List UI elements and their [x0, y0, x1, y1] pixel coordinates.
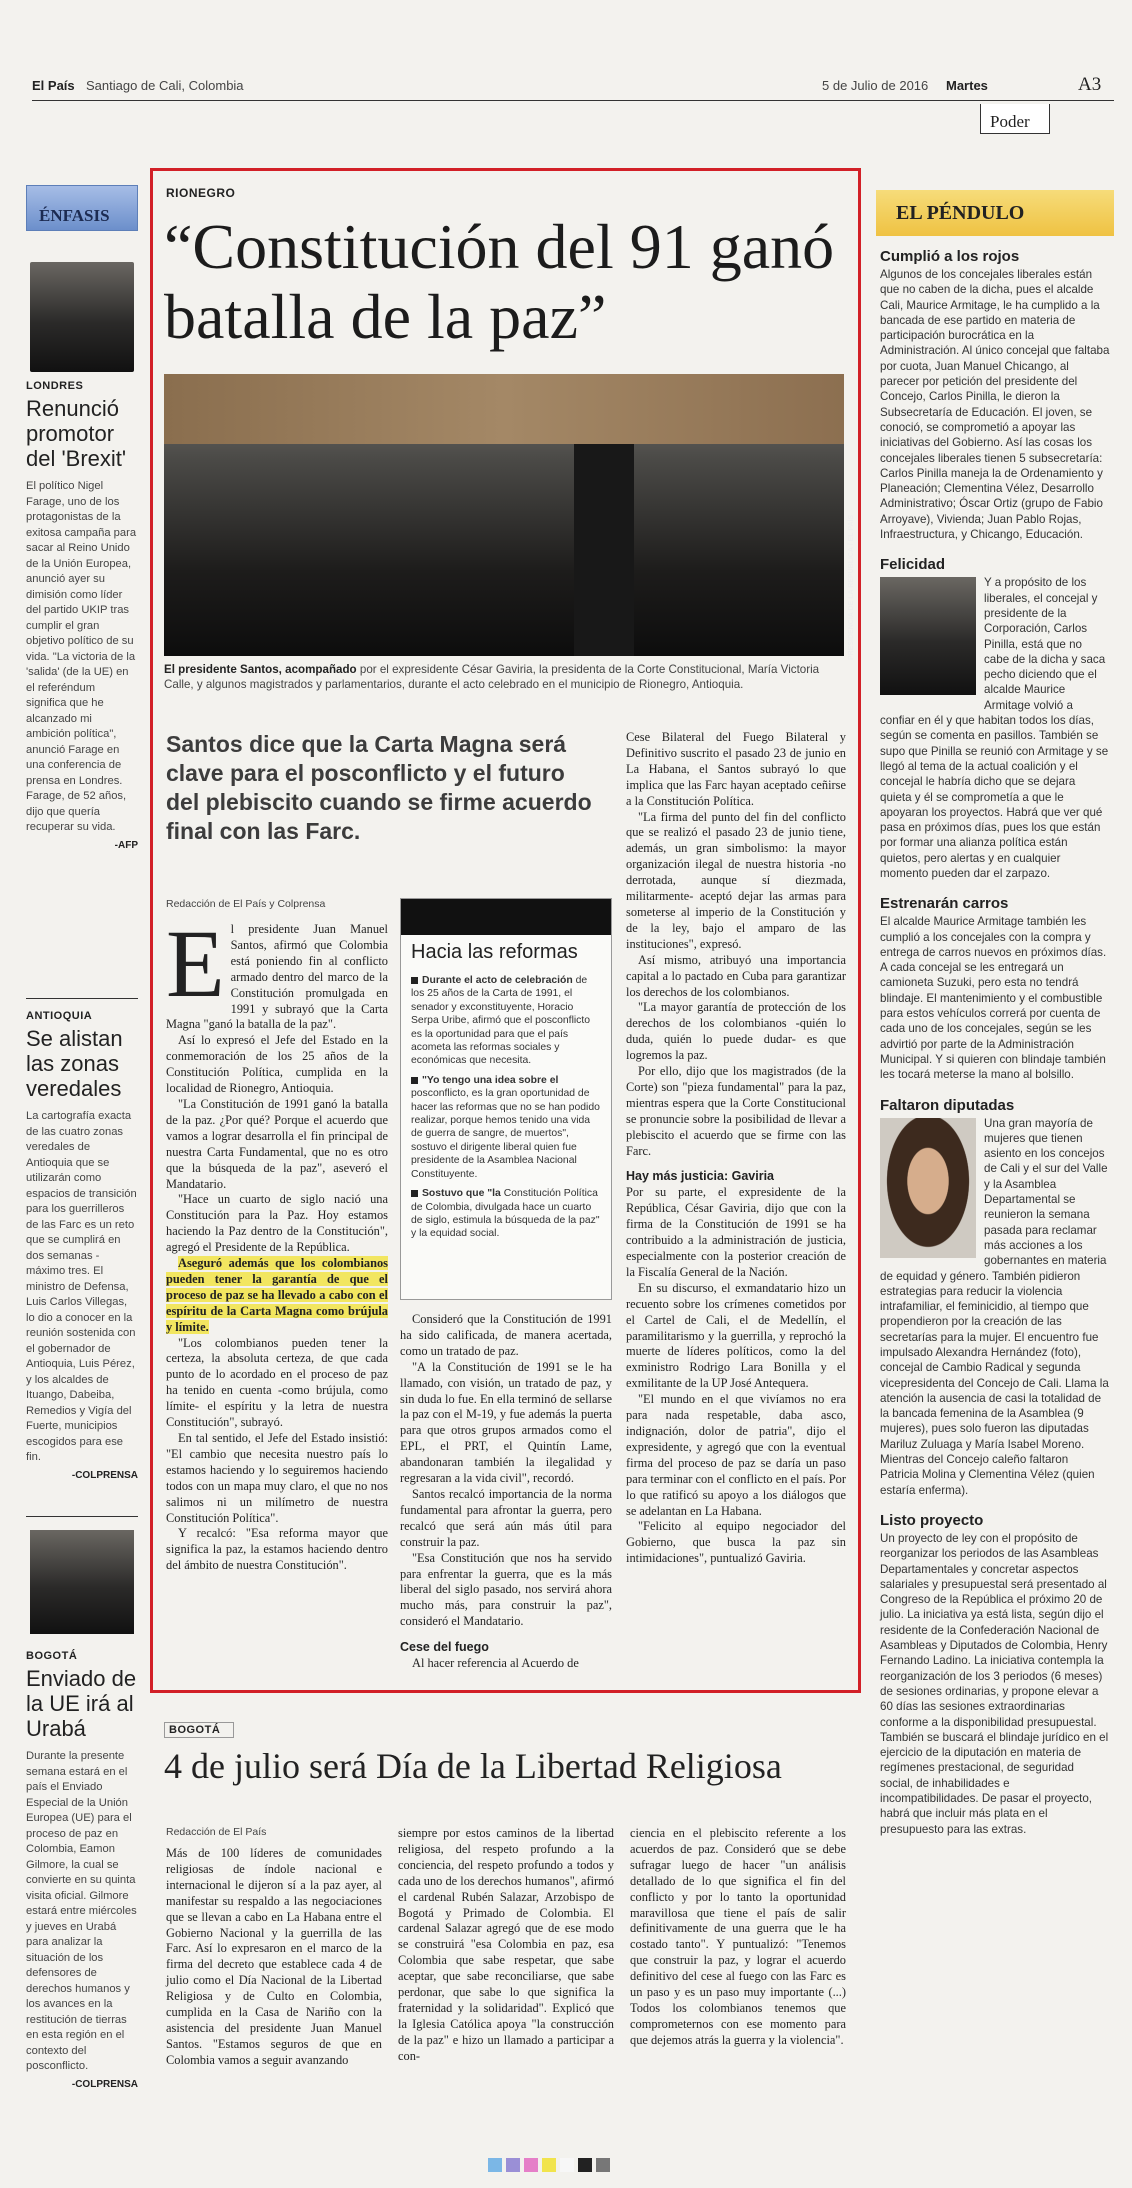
story-text: El político Nigel Farage, uno de los protagonistas de la exitosa campaña para sacar al Reino Unido de la Unión Europea, anunció ayer su dimisión como líder del partido UKIP tras cumplir el gran objetivo político de su vida. "La victoria de la 'salida' (de la UE) en el referéndum significa que he alcanzado mi ambición política", anunció Farage en una conferencia de prensa en Londres. Farage, de 52 años, dijo que quería recuperar su vida.	[26, 480, 137, 833]
photo-credit: PRESIDENCIA DE LA REPÚBLICA / EL PAÍS	[848, 514, 855, 660]
story-kicker: BOGOTÁ	[26, 1650, 78, 1662]
paragraph: En tal sentido, el Jefe del Estado insistió: "El cambio que necesita nuestro país lo estamos haciendo y lo seguiremos haciendo todos con un mapa muy claro, el que no nos salimos ni un milímetro de nuestra Constitución Política".	[166, 1431, 388, 1525]
swatch	[596, 2158, 610, 2172]
left-divider-2	[26, 1516, 138, 1517]
story-credit: -COLPRENSA	[71, 2078, 138, 2090]
main-kicker: RIONEGRO	[166, 186, 236, 200]
section-text: Y a propósito de los liberales, el concejal y presidente de la Corporación, Carlos Pinilla, está que no cabe de la dicha y saca pecho diciendo que el alcalde Maurice Armitage volvió a confiar en él y que habitan todos los días, según se comenta en pasillos. También se supo que Pinilla se reunió con Armitage y se llegó al tema de la actual coalición y el concejal le habría dicho que se dejara quieta y él se comprometía a que le apoyaran los proyectos. Habrá que ver qué pasa en próximos días, pues los que están por formar una alianza política están quietos, pero alertas y en cualquier momento pueden dar el zarpazo.	[880, 576, 1109, 880]
header-date: 5 de Julio de 2016	[822, 78, 929, 93]
left-story-3	[26, 1650, 138, 2090]
story-title: Enviado de la UE irá al Urabá	[26, 1666, 137, 1741]
paragraph: "A la Constitución de 1991 se le ha llamado, con visión, un tratado de paz, y sin duda lo fue. En ella terminó de sellarse la paz con el M-19, y fue además la puerta para que otros grupos armados como el EPL, el PRT, el Quintín Lame, abandonaran también la ilegalidad y regresaran a la vida civil", recordó.	[400, 1359, 612, 1486]
swatch	[560, 2158, 574, 2172]
bottom-col-3: ciencia en el plebiscito referente a los acuerdos de paz. Consideró que se debe sufragar luego de hacer "un análisis detallado de lo que significa el fin del conflicto y por lo tanto la oportunidad maravillosa que tiene el país de salir definitivamente de una guerra que le ha costado tanto". Y puntualizó: "Tenemos que construir la paz, y lograr el acuerdo definitivo del cese al fuego con las Farc es un paso y es un paso muy importante (...) Todos los colombianos tenemos que comprometernos con ese momento para que dejemos atrás la guerra y la violencia".	[630, 1826, 846, 2047]
bottom-byline: Redacción de El País	[166, 1826, 267, 1838]
article-col-2	[400, 1312, 612, 1672]
highlighted-quote: Aseguró además que los colombianos pueden tener la garantía de que el proceso de paz se ha llevado a cabo con el espíritu de la Carta Magna como brújula y límite.	[166, 1256, 388, 1334]
swatch	[506, 2158, 520, 2172]
article-col-3	[626, 730, 846, 1567]
paragraph: "La firma del punto del fin del conflicto que se realizó el pasado 23 de junio tiene, además, un gran simbolismo: la mayor organización ilegal de nuestra historia -no derrotada, aunque sí diezmada, militarmente- aceptó dejar las armas para someterse al imperio de la Constitución y de la ley, bajo el amparo de las instituciones", expresó.	[626, 809, 846, 951]
article-deck: Santos dice que la Carta Magna será clave para el posconflicto y el futuro del plebiscito cuando se firme acuerdo final con las Farc.	[166, 731, 592, 844]
article-col-1	[166, 910, 388, 1574]
bottom-headline: 4 de julio será Día de la Libertad Religiosa	[164, 1746, 782, 1786]
paragraph: Santos recalcó importancia de la norma fundamental para afrontar la guerra, pero recalcó que será aún más útil para construir la paz.	[400, 1486, 612, 1549]
left-divider-1	[26, 998, 138, 999]
paragraph: Por su parte, el expresidente de la República, César Gaviria, dijo que con la firma de la Constitución de 1991 se ha contribuido a la administración de justicia, especialmente con la posterior creación de la Fiscalía General de la Nación.	[626, 1185, 846, 1279]
section-text: El alcalde Maurice Armitage también les cumplió a los concejales con la compra y entrega de carros nuevos en próximos días. A cada concejal se les entregará un camioneta Suzuki, pero esta no tendrá blindaje. El mantenimiento y el combustible para estos vehículos correrá por cuenta de cada uno de los concejales, según se les advirtió por parte de la Administración Municipal. Y si quieren con blindaje también les tocará meterse la mano al bolsillo.	[880, 915, 1107, 1082]
header-city: Santiago de Cali, Colombia	[86, 78, 244, 93]
paragraph: "La mayor garantía de protección de los derechos de los colombianos -quién lo duda, quién lo puede dudar- es que logremos la paz.	[626, 1000, 846, 1063]
main-photo	[164, 374, 844, 656]
drop-cap: E	[166, 910, 225, 1017]
color-registration-bar	[488, 2158, 648, 2172]
story-title: Renunció promotor del 'Brexit'	[26, 396, 127, 471]
farage-photo	[30, 262, 134, 372]
story-credit: -COLPRENSA	[71, 1469, 138, 1481]
header-weekday: Martes	[946, 78, 988, 93]
pinilla-photo	[880, 577, 976, 695]
story-title: Se alistan las zonas veredales	[26, 1026, 123, 1101]
caption-text: por el expresidente César Gaviria, la presidenta de la Corte Constitucional, María Victoria Calle, y algunos magistrados y parlamentarios, durante el acto celebrado en el municipio de Rionegro, Antioquia.	[164, 663, 820, 691]
page-header	[32, 74, 1114, 106]
paragraph: Así mismo, atribuyó una importancia capital a lo pactado en Cuba para garantizar los derechos de los colombianos.	[626, 952, 846, 999]
story-kicker: ANTIOQUIA	[26, 1010, 93, 1022]
story-kicker: LONDRES	[26, 380, 84, 392]
paragraph: En su discurso, el exmandatario hizo un recuento sobre los crímenes cometidos por el Cartel de Cali, el de Medellín, el paramilitarismo y la guerrilla, y reprochó la muerte de líderes políticos, como la del exministro Rodrigo Lara Bonilla y el exmilitante de la UP José Antequera.	[626, 1280, 846, 1391]
bottom-col-1: Más de 100 líderes de comunidades religiosas de índole nacional e internacional le dijeron sí a la paz ayer, al manifestar su respaldo a las negociaciones que se llevan a cabo en La Habana entre el Gobierno Nacional y la guerrilla de las Farc. Así lo expresaron en el marco de la firma del decreto que establece cada 4 de julio como el Día Nacional de la Libertad Religiosa y de Culto en Colombia, cumplida en la Casa de Nariño con la asistencia del presidente Juan Manuel Santos. "Estamos seguros de que en Colombia vamos a seguir avanzando	[166, 1846, 382, 2067]
enfasis-label: ÉNFASIS	[26, 185, 138, 231]
subhead: Cese del fuego	[400, 1640, 489, 1655]
paragraph: "Esa Constitución que nos ha servido para enfrentar la guerra, que es la más liberal del siglo pasado, nos servirá ahora mucho más, para construir la paz", consideró el Mandatario.	[400, 1550, 612, 1629]
bottom-kicker-box	[164, 1722, 234, 1738]
hernandez-photo	[880, 1118, 976, 1258]
photo-caption	[164, 662, 844, 692]
story-text: Durante la presente semana estará en el país el Enviado Especial de la Unión Europea (UE) para el proceso de paz en Colombia, Eamon Gilmore, la cual se convierte en su quinta visita oficial. Gilmore estará entre miércoles y jueves en Urabá para analizar la situación de los defensores de derechos humanos y los avances en la restitución de tierras en esta región en el contexto del posconflicto.	[26, 1750, 137, 2072]
swatch	[488, 2158, 502, 2172]
header-rule	[32, 100, 1114, 101]
left-story-2	[26, 1010, 138, 1481]
section-head: Estrenarán carros	[880, 895, 1009, 913]
paragraph: Consideró que la Constitución de 1991 ha sido calificada, de manera acertada, como un tratado de paz.	[400, 1312, 612, 1358]
paragraph: "La Constitución de 1991 ganó la batalla de la paz. ¿Por qué? Porque el acuerdo que vamos a lograr desarrolla el fin principal de nuestra Carta Fundamental, que no es otro que la búsqueda de la paz", aseveró el Mandatario.	[166, 1096, 388, 1191]
box-band	[401, 899, 611, 935]
bullet-icon	[411, 977, 418, 984]
paragraph: Cese Bilateral del Fuego Bilateral y Definitivo suscrito el pasado 23 de junio en La Habana, el Santos subrayó lo que implica que las Farc hayan aceptado ceñirse a la Constitución Política.	[626, 730, 846, 808]
paragraph: "Hace un cuarto de siglo nació una Constitución para la Paz. Hoy estamos haciendo la Paz dentro de la Constitución", agregó el Presidente de la República.	[166, 1192, 388, 1255]
paragraph: "El mundo en el que vivíamos no era para nada respetable, daba asco, indignación, dolor de patria", dijo el expresidente, y agregó que con la eventual firma del proceso de paz se daría un paso para terminar con el conflicto en el país. Por lo que ratificó su apoyo a los diálogos que se adelantan en La Habana.	[626, 1392, 846, 1518]
paragraph: Y recalcó: "Esa reforma mayor que significa la paz, la estamos haciendo dentro del ámbito de nuestra Constitución".	[166, 1526, 388, 1573]
pendulo-column	[880, 244, 1110, 1837]
bottom-col-2: siempre por estos caminos de la libertad religiosa, del respeto profundo a la conciencia, del respeto profundo a todos y cada uno de los derechos humanos", afirmó el cardenal Rubén Salazar, Arzobispo de Bogotá y Primado de Colombia. El cardenal Salazar agregó que de ese modo se construirá "esa Colombia en paz, esa Colombia que sabe respetar, que sabe aceptar, que sabe reconciliarse, que sabe perdonar, que sabe lo que significa la fraternidad y la solidaridad". Explicó que la Iglesia Católica apoya "la construcción de la paz" e hizo un llamado a participar a con-	[398, 1826, 614, 2063]
paragraph: Por ello, dijo que los magistrados (de la Corte) son "pieza fundamental" para la paz, mientras espera que la Corte Constitucional se pronuncie sobre la posibilidad de llevar a plebiscito el acuerdo que se firme con las Farc.	[626, 1064, 846, 1158]
section-head: Cumplió a los rojos	[880, 248, 1020, 265]
section-head: Listo proyecto	[880, 1511, 984, 1529]
paragraph: "Felicito al equipo negociador del Gobierno, que busca la paz sin intimidaciones", puntualizó Gaviria.	[626, 1519, 846, 1566]
story-credit: -AFP	[114, 839, 138, 851]
paragraph: Así lo expresó el Jefe del Estado en la conmemoración de los 25 años de la Constitución Política, cumplida en la localidad de Rionegro, Antioquia.	[166, 1033, 388, 1096]
left-story-1	[26, 380, 138, 851]
subhead: Hay más justicia: Gaviria	[626, 1169, 774, 1184]
bullet-icon	[411, 1077, 418, 1084]
section-label: Poder	[990, 112, 1030, 131]
section-head: Faltaron diputadas	[880, 1096, 1015, 1114]
main-headline: “Constitución del 91 ganó batalla de la paz”	[164, 211, 835, 352]
box-title: Hacia las reformas	[411, 941, 578, 963]
swatch	[524, 2158, 538, 2172]
swatch	[542, 2158, 556, 2172]
swatch	[578, 2158, 592, 2172]
lead-paragraph: l presidente Juan Manuel Santos, afirmó que Colombia está poniendo fin al conflicto armado dentro del marco de la Constitución promulgada en 1991 y subrayó que la Carta Magna "ganó la batalla de la paz".	[166, 922, 388, 1032]
paragraph: Al hacer referencia al Acuerdo de	[412, 1656, 579, 1671]
bullet-icon	[411, 1190, 418, 1197]
section-text: Algunos de los concejales liberales están que no caben de la dicha, pues el alcalde Cali, Maurice Armitage, le ha cumplido a la bancada de ese partido en materia de participación burocrática en la Administración. Al único concejal que faltaba por cuota, Juan Manuel Chicango, al parecer por petición del presidente del Concejo, Carlos Pinilla, le dieron la Subsecretaría de Educación. El joven, se conoció, se comprometió a apoyar las iniciativas del Gobierno. Así las cosas los concejales liberales tienen 5 subsecretaría: Carlos Pinilla maneja la de Ordenamiento y Planeación; Clementina Vélez, Desarrollo Administrativo; Óscar Ortiz (grupo de Fabio Arroyave), Vivienda; Juan Pablo Rojas, Infraestructura, y Chicango, Educación.	[880, 268, 1110, 542]
gilmore-photo	[30, 1530, 134, 1634]
bottom-kicker: BOGOTÁ	[169, 1724, 221, 1736]
reforms-box: Hacia las reformas Durante el acto de celebración de los 25 años de la Carta de 1991, el senador y exconstituyente, Horacio Serpa Uribe, afirmó que el posconflicto es la oportunidad para que el país acometa las reformas sociales y económicas que necesita. "Yo tengo una idea sobre el posconflicto, es la gran oportunidad de hacer las reformas que no se han podido realizar, porque hemos tenido una vida de guerra de sangre, de muertos", sostuvo el dirigente liberal quien fue presidente de la Asamblea Nacional Constituyente. Sostuvo que "la Constitución Política de Colombia, divulgada hace un cuarto de siglo, estimula la búsqueda de la paz" y la equidad social.	[400, 898, 612, 1300]
page-number: A3	[1078, 74, 1102, 95]
article-byline: Redacción de El País y Colprensa	[166, 898, 326, 910]
newspaper-name: El País	[32, 78, 75, 93]
caption-bold: El presidente Santos, acompañado	[164, 663, 357, 676]
section-head: Felicidad	[880, 556, 946, 574]
section-text: Una gran mayoría de mujeres que tienen asiento en los concejos de Cali y el sur del Valle y la Asamblea Departamental se reunieron la semana pasada para reclamar más acciones a los gobernantes en materia de equidad y género. También pidieron estrategias para reducir la violencia intrafamiliar, el feminicidio, al tiempo que propendieron por la creación de las secretarías para la mujer. El encuentro fue impulsado Alexandra Hernández (foto), concejal de Cambio Radical y segunda vicepresidenta del Concejo de Cali. Llama la atención la ausencia de casi la totalidad de la bancada femenina de la Asamblea (9 mujeres), pues solo fueron las diputadas Mariluz Zuluaga y María Isabel Moreno. Mientras del Concejo caleño faltaron Patricia Molina y Clementina Vélez (quien estaría enferma).	[880, 1116, 1109, 1497]
story-text: La cartografía exacta de las cuatro zonas veredales de Antioquia que se utilizarán como espacios de transición para los guerrilleros de las Farc es un reto que se cumplirá en dos semanas -máximo tres. El ministro de Defensa, Luis Carlos Villegas, lo dio a conocer en la reunión sostenida con el gobernador de Antioquia, Luis Pérez, y los alcaldes de Ituango, Dabeiba, Remedios y Vigía del Fuerte, municipios escogidos para ese fin.	[26, 1110, 137, 1463]
section-text: Un proyecto de ley con el propósito de reorganizar los periodos de las Asambleas Departamentales y concretar aspectos salariales y presupuestal será presentado al Congreso de la República el próximo 20 de julio. La iniciativa ya está lista, según dijo el residente de la Confederación Nacional de Asambleas y Diputados de Colombia, Henry Fernando Ladino. La iniciativa contempla la reorganización de los 3 periodos (6 meses) de sesiones ordinarias, y propone elevar a 60 días las sesiones extraordinarias conforme a la disponibilidad presupuestal. También se buscará el blindaje jurídico en el ejercicio de la diputación en materia de regímenes prestacional, de seguridad social, de inhabilidades e incompatibilidades. De pasar el proyecto, habrá que incluir más plata en el presupuesto para las extras.	[880, 1531, 1109, 1836]
pendulo-title: EL PÉNDULO	[896, 202, 1025, 224]
paragraph: "Los colombianos pueden tener la certeza, la absoluta certeza, de que cada punto de lo acordado en el proceso de paz ha tenido en cuenta -como brújula, como límite- el espíritu y la letra de nuestra Constitución", subrayó.	[166, 1335, 388, 1430]
pendulo-header	[876, 190, 1114, 236]
